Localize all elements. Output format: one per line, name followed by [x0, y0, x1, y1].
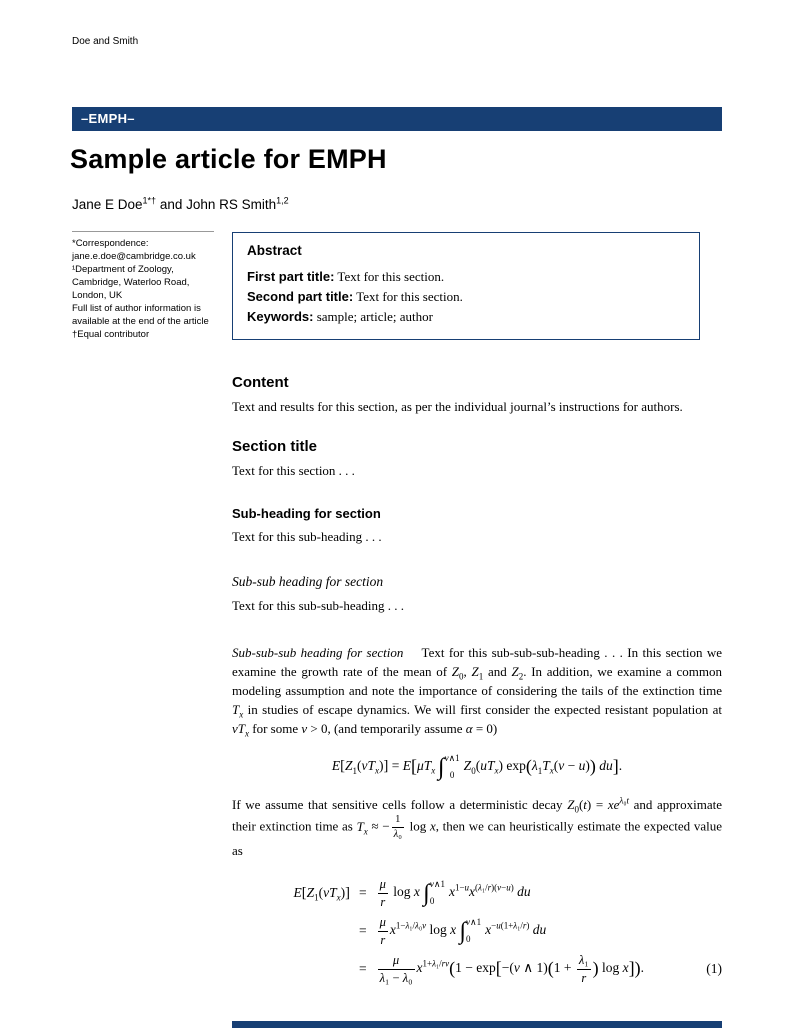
margin-note-line: *Correspondence:	[72, 238, 149, 249]
subsection-heading: Sub-heading for section	[232, 506, 381, 521]
margin-note-line: available at the end of the article	[72, 316, 209, 327]
authors-line: Jane E Doe$^{1*\dagger}$ and John RS Smith$^{1,2}$	[72, 195, 289, 212]
journal-banner-text: –EMPH–	[81, 111, 135, 126]
abstract-item	[247, 307, 685, 327]
equation-relation: =	[359, 923, 367, 939]
correspondence-note	[72, 231, 214, 341]
abstract-item-text: sample; article; author	[316, 309, 433, 324]
content-heading: Content	[232, 374, 289, 391]
margin-note-line: Cambridge, Waterloo Road,	[72, 277, 190, 288]
content-paragraph: Text and results for this section, as per the individual journal’s instructions for authors.	[232, 399, 683, 414]
abstract-item	[247, 287, 685, 307]
equation-number: (1)	[706, 961, 722, 977]
article-title: Sample article for EMPH	[70, 144, 387, 174]
equation-row	[232, 874, 722, 912]
aligned-equations	[232, 874, 722, 988]
equation-row	[232, 912, 722, 950]
equation-rhs: $\frac{\mu}{\text{λ₁ − λ₀}}$ $x^{1+\lambda_1/rv}(1 - \exp[-(v$ ∧ 1)(1 + $\frac{\text{λ₁}}{r}$ ) log x]).	[379, 953, 645, 985]
footer-banner	[232, 1021, 722, 1028]
abstract-item-label: Keywords:	[247, 309, 314, 324]
equation-row	[232, 950, 722, 988]
equation-relation: =	[359, 885, 367, 901]
margin-note-line-email: jane.e.doe@cambridge.co.uk	[72, 251, 196, 262]
after-equation-paragraph: If we assume that sensitive cells follow a deterministic decay $Z_0(t) = xe^{\lambda_0t}$ and approximate their extinction time as $T_x$ ≈ − $\frac{1}{\text{λ₀}}$ log x, then we can heuristically estimate the expected value as	[232, 795, 722, 859]
subsubsection-paragraph: Text for this sub-sub-heading . . .	[232, 598, 405, 613]
margin-note-line: Full list of author information is	[72, 303, 201, 314]
abstract-item	[247, 267, 685, 287]
equation-rhs: $\frac{\mu}{r}$ log x ∫ v∧1 0 $x^{1-u}x^{(\lambda_1/r)(v-u)}$ du	[379, 877, 531, 909]
margin-note-line: ¹Department of Zoology,	[72, 264, 174, 275]
abstract-item-text: Text for this section.	[337, 269, 445, 284]
equation-rhs: $\frac{\mu}{r}$ $x^{1-\lambda_1/\lambda_0v}$ log x ∫ v∧1 0 $x^{-u(1+\lambda_1/r)}$ du	[379, 915, 547, 947]
margin-note-line: †Equal contributor	[72, 329, 150, 340]
display-equation: $E[Z_1(vT_x)] = E[\mu T_x$ ∫ v∧1 0 $Z_0(uT_x) \exp(\lambda_1T_x(v - u))$ du].	[331, 753, 623, 781]
abstract-item-label: First part title:	[247, 269, 335, 284]
main-column	[232, 232, 722, 988]
runin-paragraph-text: Text for this sub-sub-sub-heading . . . In this section we examine the growth rate of the mean of $Z_0$, $Z_1$ and $Z_2$. In addition, we examine a common modeling assumption and note the importance of considering the tails of the extinction time $T_x$ in studies of escape dynamics. We will first consider the expected resistant population at $vT_x$ for some v > 0, (and temporarily assume α = 0)	[232, 645, 723, 739]
journal-banner	[72, 107, 722, 131]
runin-heading: Sub-sub-sub heading for section	[232, 645, 404, 660]
equation-relation: =	[359, 961, 367, 977]
subsection-paragraph: Text for this sub-heading . . .	[232, 529, 382, 544]
abstract-box	[232, 232, 700, 340]
subsubsection-heading: Sub-sub heading for section	[232, 574, 384, 589]
section-paragraph: Text for this section . . .	[232, 463, 355, 478]
margin-note-line: London, UK	[72, 290, 123, 301]
paragraph-with-runin-heading	[232, 643, 722, 738]
abstract-item-text: Text for this section.	[356, 289, 463, 304]
abstract-heading: Abstract	[247, 243, 302, 258]
abstract-item-label: Second part title:	[247, 289, 354, 304]
equation-lhs: $E[Z_1(vT_x)]$	[293, 884, 350, 903]
running-head: Doe and Smith	[72, 36, 139, 47]
section-heading: Section title	[232, 438, 318, 455]
